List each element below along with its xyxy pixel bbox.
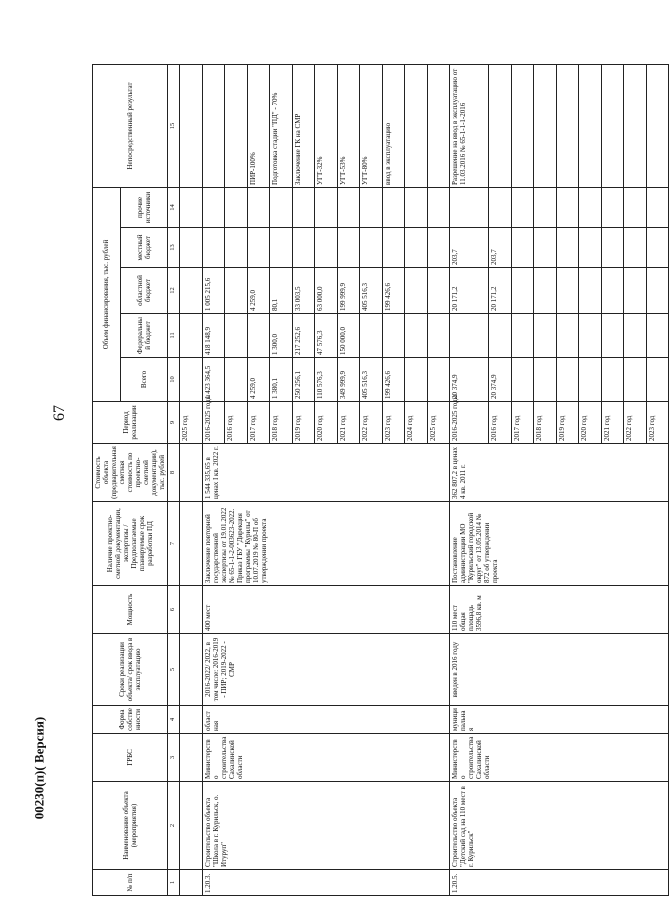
total-cell: 405 516,3 xyxy=(360,358,382,402)
result-cell xyxy=(601,64,623,187)
header-finance: Объем финансирования, тыс. рублей xyxy=(93,187,121,401)
total-cell xyxy=(579,358,601,402)
empty-cell xyxy=(180,444,202,502)
header-other: прочие источники xyxy=(120,187,168,227)
regional-cell xyxy=(601,268,623,314)
empty-cell xyxy=(180,268,202,314)
regional-cell: 33 003,5 xyxy=(292,268,314,314)
empty-cell xyxy=(180,634,202,706)
total-cell xyxy=(624,358,646,402)
header-form: Форма собственности xyxy=(93,706,168,734)
regional-cell: 1 005 215,6 xyxy=(202,268,224,314)
column-number: 1 xyxy=(168,870,180,896)
period-cell: 2019 год xyxy=(292,402,314,444)
regional-cell xyxy=(534,268,556,314)
regional-cell: 199 426,6 xyxy=(382,268,404,314)
project-number: 1.20.5. xyxy=(450,870,669,896)
header-cost: Стоимость объекта (предварительная сметная стоимость по проектно-сметной документации), тыс. рублей xyxy=(93,444,168,502)
regional-cell: 405 516,3 xyxy=(360,268,382,314)
other-cell xyxy=(489,187,511,227)
column-number-row xyxy=(168,64,180,895)
table-row xyxy=(450,64,489,895)
other-cell xyxy=(315,187,337,227)
result-cell xyxy=(624,64,646,187)
header-name: Наименование объекта (мероприятия) xyxy=(93,782,168,870)
column-number: 4 xyxy=(168,706,180,734)
project-term: 2016-2022/ 2022, в том числе: 2016-2019 - ПИР; 2019-2022 - СМР xyxy=(202,634,449,706)
header-regional: областной бюджет xyxy=(120,268,168,314)
other-cell xyxy=(292,187,314,227)
federal-cell xyxy=(534,314,556,358)
header-term: Сроки реализации объекта/ срок ввода в эксплуатацию xyxy=(93,634,168,706)
column-number: 14 xyxy=(168,187,180,227)
result-cell xyxy=(202,64,224,187)
header-docs: Наличие проектно-сметной документации, экспертизы / Предполагаемые планируемые срок разработки ПД xyxy=(93,502,168,586)
other-cell xyxy=(450,187,489,227)
total-cell xyxy=(225,358,247,402)
local-cell: 203,7 xyxy=(450,228,489,268)
federal-cell: 418 148,9 xyxy=(202,314,224,358)
empty-cell xyxy=(180,586,202,634)
other-cell xyxy=(225,187,247,227)
local-cell xyxy=(601,228,623,268)
column-number: 2 xyxy=(168,782,180,870)
header-federal: Федеральный бюджет xyxy=(120,314,168,358)
local-cell xyxy=(427,228,449,268)
column-number: 12 xyxy=(168,268,180,314)
local-cell xyxy=(360,228,382,268)
period-cell: 2016 год xyxy=(489,402,511,444)
period-cell: 2020 год xyxy=(315,402,337,444)
period-cell: 2021 год xyxy=(601,402,623,444)
other-cell xyxy=(511,187,533,227)
other-cell xyxy=(382,187,404,227)
financing-table xyxy=(92,64,669,896)
total-cell: 110 576,3 xyxy=(315,358,337,402)
empty-cell xyxy=(180,502,202,586)
other-cell xyxy=(646,187,669,227)
total-cell: 250 256,1 xyxy=(292,358,314,402)
federal-cell xyxy=(556,314,578,358)
rotated-sheet xyxy=(92,65,656,896)
header-result: Непосредственный результат xyxy=(93,64,168,187)
project-grbs: Министерство строительства Сахалинской области xyxy=(202,734,449,782)
total-cell: 4 259,0 xyxy=(247,358,269,402)
federal-cell xyxy=(427,314,449,358)
regional-cell: 20 171,2 xyxy=(489,268,511,314)
project-name: Строительство объекта "Школа в г. Курильск, о. Итуруп" xyxy=(202,782,449,870)
column-number: 13 xyxy=(168,228,180,268)
regional-cell xyxy=(427,268,449,314)
other-cell xyxy=(202,187,224,227)
project-ownership: областная xyxy=(202,706,449,734)
local-cell xyxy=(646,228,669,268)
result-cell xyxy=(534,64,556,187)
project-capacity: 110 мест общая площадь 3596,8 кв. м xyxy=(450,586,669,634)
header-total: Всего xyxy=(120,358,168,402)
local-cell xyxy=(315,228,337,268)
project-number: 1.20.3. xyxy=(202,870,449,896)
column-number: 8 xyxy=(168,444,180,502)
total-cell xyxy=(556,358,578,402)
federal-cell xyxy=(624,314,646,358)
federal-cell: 1 300,0 xyxy=(270,314,292,358)
regional-cell xyxy=(511,268,533,314)
period-cell: 2021 год xyxy=(337,402,359,444)
period-cell: 2023 год xyxy=(382,402,404,444)
header-capacity: Мощность xyxy=(93,586,168,634)
federal-cell xyxy=(405,314,427,358)
header-local: местный бюджет xyxy=(120,228,168,268)
project-grbs: Министерство строительства Сахалинской области xyxy=(450,734,669,782)
local-cell: 203,7 xyxy=(489,228,511,268)
result-cell xyxy=(225,64,247,187)
header-num: № п/п xyxy=(93,870,168,896)
empty-cell xyxy=(180,228,202,268)
local-cell xyxy=(534,228,556,268)
period-cell: 2025 год xyxy=(180,402,202,444)
local-cell xyxy=(292,228,314,268)
period-cell: 2017 год xyxy=(511,402,533,444)
column-number: 5 xyxy=(168,634,180,706)
period-cell: 2019 год xyxy=(556,402,578,444)
period-cell: 2016-2025 годы xyxy=(450,402,489,444)
local-cell xyxy=(202,228,224,268)
project-docs: Заключение повторной государственной экспертизы от 19.01.2022 № 65-1-1-2-003623-2022. Приказ ГБУ "Дирекция программы "Курилы" от 10.07.2019 № 80-П об утверждении проекта xyxy=(202,502,449,586)
result-cell: Разрешение на ввод в эксплуатацию от 11.03.2016 № 65-1-1-1-2016 xyxy=(450,64,489,187)
other-cell xyxy=(534,187,556,227)
federal-cell xyxy=(511,314,533,358)
column-number: 10 xyxy=(168,358,180,402)
other-cell xyxy=(556,187,578,227)
total-cell: 349 999,9 xyxy=(337,358,359,402)
result-cell: УГТ-32% xyxy=(315,64,337,187)
column-number: 3 xyxy=(168,734,180,782)
local-cell xyxy=(225,228,247,268)
local-cell xyxy=(247,228,269,268)
federal-cell xyxy=(601,314,623,358)
period-cell: 2016-2025 годы xyxy=(202,402,224,444)
result-cell xyxy=(511,64,533,187)
header-period: Период реализации xyxy=(93,402,168,444)
project-ownership: муниципальная xyxy=(450,706,669,734)
column-number: 11 xyxy=(168,314,180,358)
header-row xyxy=(93,64,121,895)
local-cell xyxy=(624,228,646,268)
federal-cell xyxy=(450,314,489,358)
regional-cell xyxy=(225,268,247,314)
result-cell: Заключение ГК на СМР xyxy=(292,64,314,187)
local-cell xyxy=(579,228,601,268)
result-cell: УГТ-53% xyxy=(337,64,359,187)
empty-cell xyxy=(180,706,202,734)
column-number: 7 xyxy=(168,502,180,586)
empty-cell xyxy=(180,314,202,358)
result-cell xyxy=(646,64,669,187)
period-cell: 2024 год xyxy=(405,402,427,444)
local-cell xyxy=(556,228,578,268)
total-cell xyxy=(511,358,533,402)
local-cell xyxy=(337,228,359,268)
project-name: Строительство объекта "Детский сад на 110 мест в г. Курильск" xyxy=(450,782,669,870)
other-cell xyxy=(270,187,292,227)
total-cell: 1 423 364,5 xyxy=(202,358,224,402)
regional-cell xyxy=(624,268,646,314)
federal-cell: 150 000,0 xyxy=(337,314,359,358)
other-cell xyxy=(360,187,382,227)
project-docs: Постановление администрации МО "Курильский городской округ" от 13.05.2014 № 872 об утверждении проекта xyxy=(450,502,669,586)
federal-cell xyxy=(646,314,669,358)
project-capacity: 400 мест xyxy=(202,586,449,634)
column-number: 6 xyxy=(168,586,180,634)
result-cell: ввод в эксплуатацию xyxy=(382,64,404,187)
regional-cell: 80,1 xyxy=(270,268,292,314)
total-cell xyxy=(427,358,449,402)
project-cost: 362 807,2 в ценах 4 кв. 2011 г. xyxy=(450,444,669,502)
total-cell: 199 426,6 xyxy=(382,358,404,402)
period-cell: 2017 год xyxy=(247,402,269,444)
regional-cell xyxy=(405,268,427,314)
result-cell xyxy=(405,64,427,187)
local-cell xyxy=(270,228,292,268)
period-cell: 2022 год xyxy=(360,402,382,444)
federal-cell: 47 576,3 xyxy=(315,314,337,358)
total-cell: 20 374,9 xyxy=(450,358,489,402)
federal-cell xyxy=(247,314,269,358)
result-cell: ПИР-100% xyxy=(247,64,269,187)
regional-cell xyxy=(646,268,669,314)
total-cell xyxy=(405,358,427,402)
result-cell xyxy=(556,64,578,187)
header-grbs: ГРБС xyxy=(93,734,168,782)
table-row xyxy=(202,64,224,895)
other-cell xyxy=(579,187,601,227)
empty-cell xyxy=(180,358,202,402)
result-cell xyxy=(427,64,449,187)
local-cell xyxy=(511,228,533,268)
period-cell: 2025 год xyxy=(427,402,449,444)
empty-cell xyxy=(180,782,202,870)
federal-cell xyxy=(382,314,404,358)
table-body xyxy=(180,64,669,895)
regional-cell: 20 171,2 xyxy=(450,268,489,314)
regional-cell: 199 999,9 xyxy=(337,268,359,314)
federal-cell: 217 252,6 xyxy=(292,314,314,358)
period-cell: 2023 год xyxy=(646,402,669,444)
regional-cell: 4 259,0 xyxy=(247,268,269,314)
empty-cell xyxy=(180,870,202,896)
table-row xyxy=(180,64,202,895)
regional-cell xyxy=(556,268,578,314)
period-cell: 2018 год xyxy=(270,402,292,444)
column-number: 9 xyxy=(168,402,180,444)
local-cell xyxy=(382,228,404,268)
federal-cell xyxy=(225,314,247,358)
period-cell: 2020 год xyxy=(579,402,601,444)
regional-cell xyxy=(579,268,601,314)
result-cell: Подготовка стадии "ПД" - 70% xyxy=(270,64,292,187)
federal-cell xyxy=(579,314,601,358)
empty-cell xyxy=(180,187,202,227)
local-cell xyxy=(405,228,427,268)
total-cell xyxy=(646,358,669,402)
project-cost: 1 544 335,65 в ценах I кв. 2022 г. xyxy=(202,444,449,502)
period-cell: 2018 год xyxy=(534,402,556,444)
document-code: 00230(п)( Версия) xyxy=(31,716,47,820)
total-cell xyxy=(534,358,556,402)
other-cell xyxy=(247,187,269,227)
empty-cell xyxy=(180,64,202,187)
result-cell xyxy=(579,64,601,187)
project-term: введен в 2016 году xyxy=(450,634,669,706)
empty-cell xyxy=(180,734,202,782)
regional-cell: 63 000,0 xyxy=(315,268,337,314)
total-cell: 20 374,9 xyxy=(489,358,511,402)
result-cell: УГТ-80% xyxy=(360,64,382,187)
column-number: 15 xyxy=(168,64,180,187)
page-number: 67 xyxy=(51,405,68,421)
result-cell xyxy=(489,64,511,187)
period-cell: 2022 год xyxy=(624,402,646,444)
other-cell xyxy=(624,187,646,227)
other-cell xyxy=(601,187,623,227)
other-cell xyxy=(427,187,449,227)
period-cell: 2016 год xyxy=(225,402,247,444)
other-cell xyxy=(337,187,359,227)
federal-cell xyxy=(360,314,382,358)
federal-cell xyxy=(489,314,511,358)
other-cell xyxy=(405,187,427,227)
total-cell xyxy=(601,358,623,402)
total-cell: 1 380,1 xyxy=(270,358,292,402)
